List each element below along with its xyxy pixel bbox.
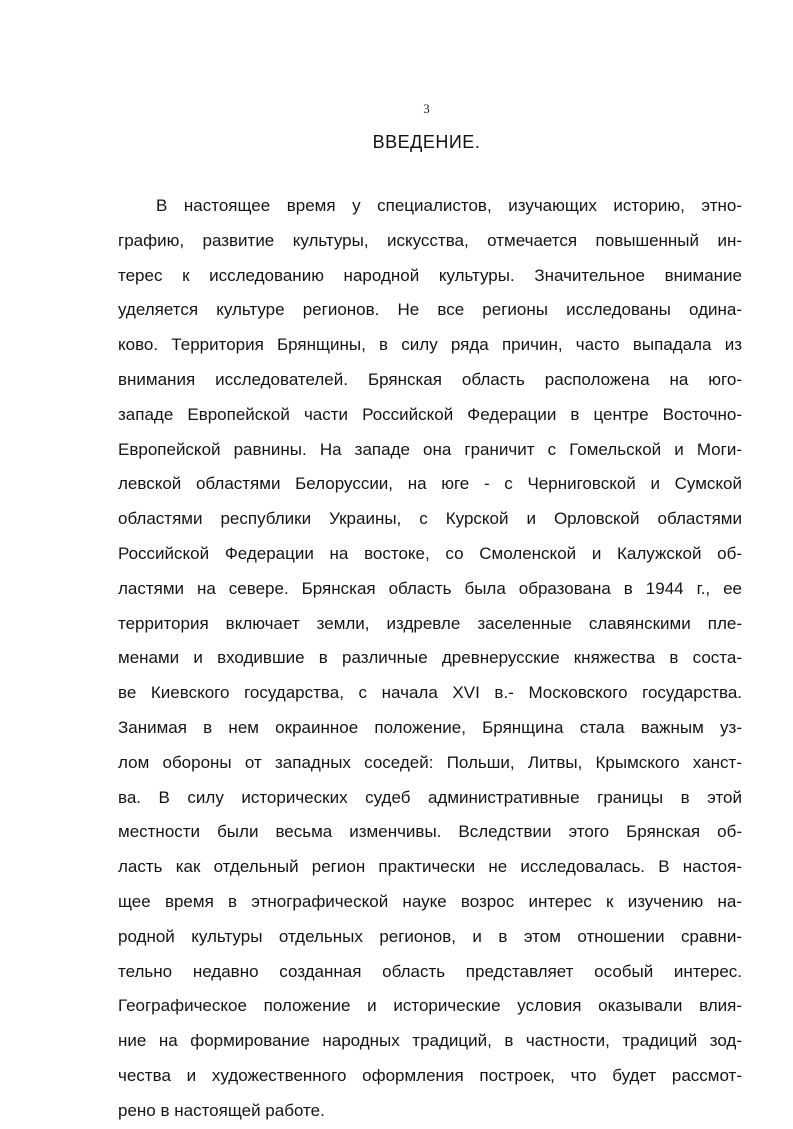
text-line: Российской Федерации на востоке, со Смоленской и Калужской об-	[118, 543, 742, 563]
text-line: ково. Территория Брянщины, в силу ряда причин, часто выпадала из	[118, 335, 742, 355]
text-line: чества и художественного оформления построек, что будет рассмот-	[118, 1065, 742, 1085]
text-line: левской областями Белоруссии, на юге - с Черниговской и Сумской	[118, 474, 742, 494]
text-line: уделяется культуре регионов. Не все регионы исследованы одина-	[118, 300, 742, 320]
text-line: ве Киевского государства, с начала XVI в.- Московского государства.	[118, 683, 742, 703]
text-line: ласть как отдельный регион практически не исследовалась. В настоя-	[118, 857, 742, 877]
text-line: ластями на севере. Брянская область была образована в 1944 г., ее	[118, 578, 742, 598]
text-line: лом обороны от западных соседей: Польши, Литвы, Крымского ханст-	[118, 752, 742, 772]
text-line: ние на формирование народных традиций, в частности, традиций зод-	[118, 1031, 742, 1051]
page-title: ВВЕДЕНИЕ.	[372, 132, 481, 152]
text-line: Занимая в нем окраинное положение, Брянщина стала важным уз-	[118, 717, 742, 737]
text-line: родной культуры отдельных регионов, и в этом отношении сравни-	[118, 926, 742, 946]
text-line: графию, развитие культуры, искусства, отмечается повышенный ин-	[118, 230, 742, 250]
text-line: щее время в этнографической науке возрос интерес к изучению на-	[118, 891, 742, 911]
text-line: В настоящее время у специалистов, изучающих историю, этно-	[156, 196, 742, 215]
text-line: рено в настоящей работе.	[118, 1100, 325, 1120]
text-line: терес к исследованию народной культуры. Значительное внимание	[118, 265, 742, 285]
text-line: тельно недавно созданная область представляет особый интерес.	[118, 961, 742, 981]
page-number: 3	[423, 101, 430, 116]
text-line: Европейской равнины. На западе она граничит с Гомельской и Моги-	[118, 439, 742, 459]
text-line: местности были весьма изменчивы. Вследствии этого Брянская об-	[118, 822, 742, 842]
text-line: ва. В силу исторических судеб административные границы в этой	[118, 787, 742, 807]
text-line: внимания исследователей. Брянская область расположена на юго-	[118, 369, 742, 389]
text-line: менами и входившие в различные древнерусские княжества в соста-	[118, 648, 742, 668]
text-line: западе Европейской части Российской Федерации в центре Восточно-	[118, 404, 742, 424]
text-line: Географическое положение и исторические условия оказывали влия-	[118, 996, 742, 1016]
text-line: территория включает земли, издревле заселенные славянскими пле-	[118, 613, 742, 633]
text-line: областями республики Украины, с Курской и Орловской областями	[118, 509, 742, 529]
body-paragraph	[118, 189, 742, 1129]
